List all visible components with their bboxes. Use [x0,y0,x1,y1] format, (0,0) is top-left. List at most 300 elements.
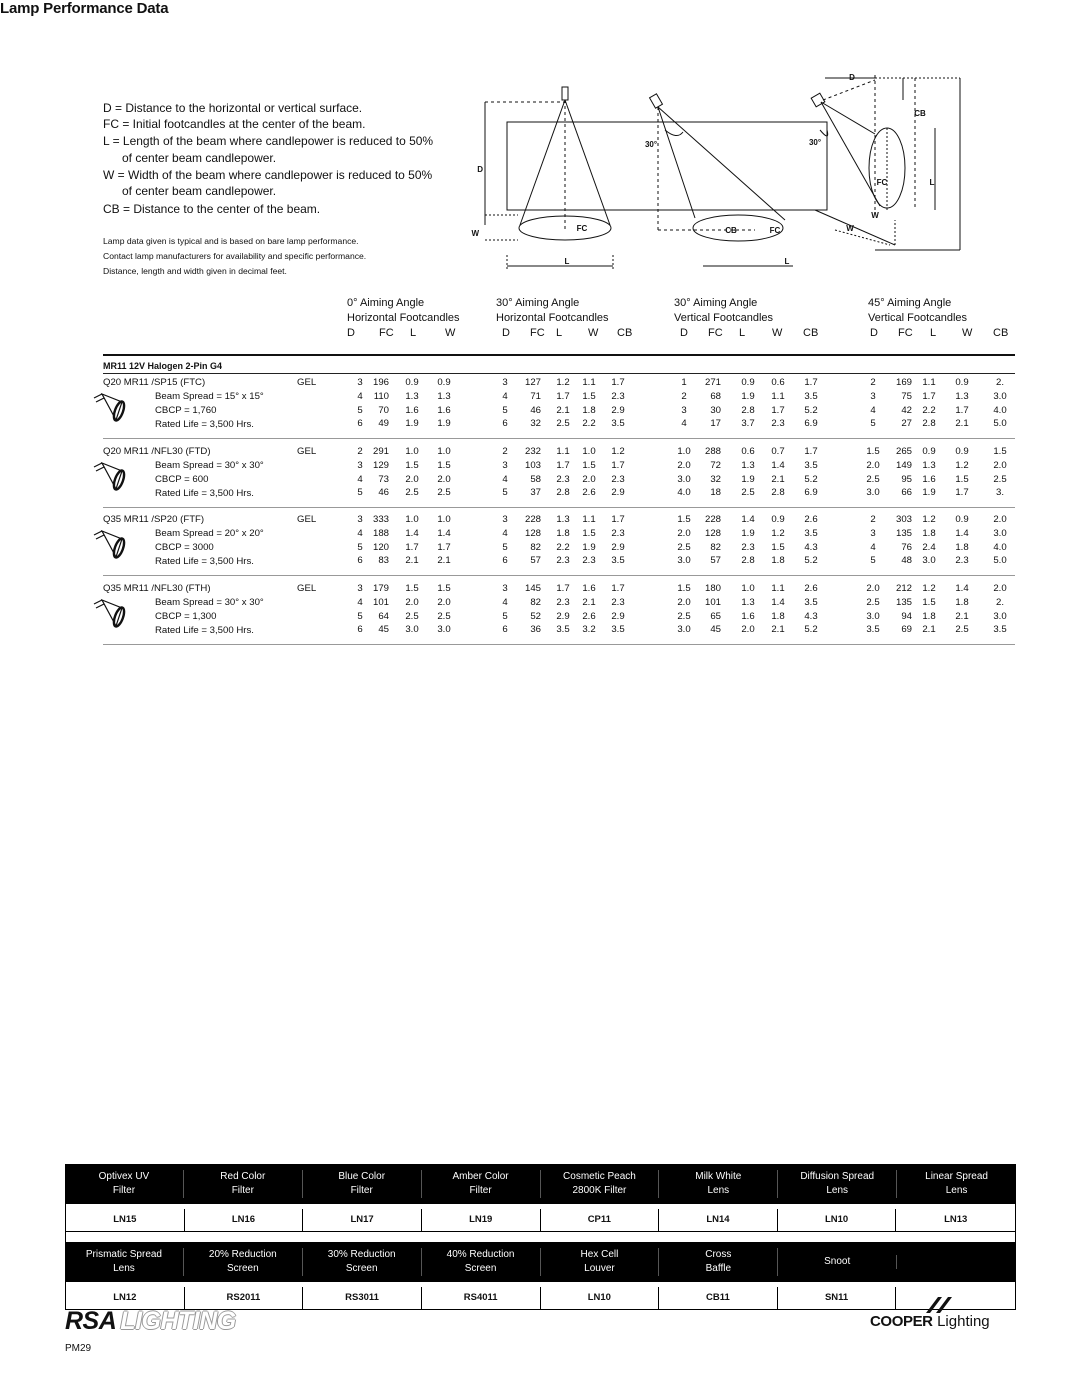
table-cell: 30 [710,404,721,416]
table-cell: 228 [704,514,721,525]
lamp-spec: Beam Spread = 30° x 30° [155,597,264,608]
table-cell: 1.5 [437,583,451,594]
table-cell: 45 [710,624,721,636]
accessory-name [778,1170,897,1198]
table-cell: 4 [357,473,363,485]
lamp-spec: CBCP = 600 [155,473,209,485]
table-cell: 3 [357,583,363,594]
table-cell: 70 [378,404,389,416]
table-cell: 6.9 [804,487,818,499]
lamp-gel: GEL [297,377,317,388]
column-header: FC [898,327,913,339]
column-header: D [680,327,688,339]
table-cell: 1.2 [611,446,625,457]
accessory-name-line1: Snoot [824,1256,851,1267]
table-cell: 2.1 [922,624,936,636]
mr11-lamp-icon [92,390,136,424]
diagram-label-l-2: L [784,257,790,266]
accessory-code: RS2011 [185,1287,304,1309]
table-cell: 1.7 [804,377,818,388]
table-cell: 2.0 [866,459,880,471]
table-cell: 196 [372,377,389,388]
table-cell: 2.9 [556,610,570,622]
table-cell: 2.4 [922,541,936,553]
table-cell: 3.5 [866,624,880,636]
table-cell: 2.5 [556,418,570,430]
table-cell: 1.3 [741,596,755,608]
table-cell: 4 [502,390,508,402]
table-cell: 2.6 [582,487,596,499]
table-cell: 1.8 [556,527,570,539]
table-cell: 2.0 [866,583,880,594]
table-cell: 1.9 [405,418,419,430]
rsa-lighting-logo: RSA LIGHTING [65,1307,236,1335]
mr11-lamp-icon [92,527,136,561]
column-header: D [347,327,355,339]
table-cell: 1.4 [771,459,785,471]
accessory-name-line2: 2800K Filter [572,1185,627,1196]
column-header: L [410,327,417,339]
diagram-label-30-2: 30° [808,138,822,147]
table-cell: 1.0 [741,583,755,594]
table-cell: 2.1 [955,610,969,622]
column-header: W [772,327,783,339]
table-cell: 265 [895,446,912,457]
accessory-name [303,1170,422,1198]
column-header: W [962,327,973,339]
table-cell: 2.5 [866,473,880,485]
table-cell: 1.7 [611,377,625,388]
table-cell: 5 [870,555,876,567]
definition-line: CB = Distance to the center of the beam. [103,202,321,216]
table-cell: 0.9 [955,446,969,457]
lamp-name: Q35 MR11 /NFL30 (FTH) [103,583,211,594]
accessory-name [659,1170,778,1198]
table-cell: 6 [502,624,508,636]
table-cell: 1.5 [437,459,451,471]
accessory-gap [65,1232,1016,1242]
table-cell: 3.5 [993,624,1007,636]
table-cell: 127 [524,377,541,388]
table-cell: 1.6 [741,610,755,622]
table-cell: 228 [524,514,541,525]
table-cell: 4.3 [804,541,818,553]
table-cell: 1.6 [582,583,596,594]
diagram-label-d-2: D [849,73,855,82]
table-cell: 2. [995,596,1004,608]
column-header: L [739,327,746,339]
table-cell: 3.7 [741,418,755,430]
table-cell: 82 [710,541,721,553]
table-cell: 2.1 [405,555,419,567]
table-cell: 2.5 [405,487,419,499]
column-header: CB [617,327,633,339]
table-cell: 180 [704,583,721,594]
accessory-code: LN10 [778,1209,897,1231]
accessory-name-line2: Lens [113,1263,135,1274]
block-rule [103,644,1015,645]
diagram-label-fc: FC [576,224,588,233]
table-cell: 1.9 [741,527,755,539]
table-cell: 5 [357,610,363,622]
accessory-code: LN14 [659,1209,778,1231]
table-cell: 2.5 [955,624,969,636]
table-cell: 1.3 [741,459,755,471]
lamp-name: Q20 MR11 /SP15 (FTC) [103,377,206,388]
table-cell: 1.4 [771,596,785,608]
table-cell: 27 [901,418,912,430]
table-cell: 0.9 [955,377,969,388]
table-cell: 48 [901,555,912,567]
table-cell: 2.6 [804,583,818,594]
lamp-spec: Rated Life = 3,500 Hrs. [155,555,254,567]
accessory-name [659,1248,778,1276]
table-cell: 2.3 [771,418,785,430]
lamp-gel: GEL [297,583,317,594]
diagram-label-d: D [477,165,483,174]
accessory-name [541,1170,660,1198]
table-cell: 3.5 [611,555,625,567]
accessory-code: LN16 [185,1209,304,1231]
table-cell: 291 [372,446,389,457]
table-cell: 1.0 [405,514,419,525]
table-cell: 5 [502,487,508,499]
table-cell: 1.9 [582,541,596,553]
diagram-label-fc-2: FC [769,226,781,235]
table-cell: 288 [704,446,721,457]
accessory-name-line2: Louver [584,1263,615,1274]
table-cell: 3 [502,583,508,594]
table-cell: 4.0 [993,541,1007,553]
column-header: W [588,327,599,339]
definition-line: D = Distance to the horizontal or vertical surface. [103,101,363,115]
table-cell: 5.2 [804,404,818,416]
table-cell: 2.9 [611,487,625,499]
table-cell: 94 [901,610,912,622]
accessory-name [541,1248,660,1276]
diagram-label-30: 30° [644,140,658,149]
table-cell: 128 [524,527,541,539]
table-cell: 1.8 [955,596,969,608]
table-cell: 1.2 [771,527,785,539]
definition-line: FC = Initial footcandles at the center of the beam. [103,117,366,131]
table-cell: 1.8 [582,404,596,416]
table-cell: 2.3 [556,596,570,608]
accessory-code: RS3011 [303,1287,422,1309]
accessory-header-row [65,1164,1016,1204]
table-cell: 5 [502,404,508,416]
table-cell: 2.8 [922,418,936,430]
accessory-name-line1: Hex Cell [580,1249,619,1260]
table-cell: 1.8 [955,541,969,553]
table-cell: 3.0 [866,487,880,499]
lamp-name: Q35 MR11 /SP20 (FTF) [103,514,205,525]
column-header: L [556,327,563,339]
diagram-label-w: W [471,229,479,238]
table-cell: 1.3 [437,390,451,402]
table-cell: 2 [870,377,876,388]
accessory-name-line2: Filter [350,1185,373,1196]
table-cell: 6.9 [804,418,818,430]
table-cell: 3.5 [611,418,625,430]
group-title: 30° Aiming Angle [674,297,758,309]
lamp-spec: Beam Spread = 15° x 15° [155,391,264,402]
header-rule [103,354,1015,356]
table-cell: 2.2 [556,541,570,553]
table-cell: 2.1 [556,404,570,416]
table-cell: 1.3 [556,514,570,525]
table-cell: 4 [870,404,876,416]
table-cell: 3.2 [582,624,596,636]
table-cell: 1.2 [922,514,936,525]
table-cell: 57 [710,555,721,567]
lamp-name: Q20 MR11 /NFL30 (FTD) [103,446,211,457]
table-cell: 4 [357,390,363,402]
table-cell: 2.9 [611,610,625,622]
table-cell: 3 [681,404,687,416]
table-cell: 3.5 [804,390,818,402]
accessory-name-line2: Lens [945,1185,968,1196]
accessory-header-row [65,1242,1016,1282]
table-cell: 303 [895,514,912,525]
table-cell: 179 [372,583,389,594]
table-cell: 69 [901,624,912,636]
accessory-code: LN13 [944,1214,968,1225]
table-cell: 1 [681,377,687,388]
table-cell: 2.5 [677,541,691,553]
table-cell: 4 [357,596,363,608]
table-cell: 2.2 [582,418,596,430]
accessory-name-line2: Baffle [705,1263,731,1274]
table-cell: 110 [373,390,389,402]
table-cell: 2 [357,446,363,457]
table-cell: 3.5 [611,624,625,636]
table-cell: 3 [357,459,363,471]
table-cell: 1.1 [771,583,785,594]
table-cell: 2.6 [582,610,596,622]
table-cell: 2.0 [993,583,1007,594]
lamp-spec: Rated Life = 3,500 Hrs. [155,624,254,636]
table-cell: 18 [710,487,721,499]
accessory-name [65,1170,184,1198]
accessory-name-line1: Milk White [695,1171,742,1182]
accessory-name-line2: Filter [469,1185,492,1196]
table-cell: 3.5 [804,459,818,471]
table-cell: 2.3 [611,596,625,608]
diagram-label-fc-3: FC [876,178,888,187]
table-cell: 4 [357,527,363,539]
diagram-label-w-2: W [871,211,879,220]
table-cell: 1.6 [437,404,451,416]
table-cell: 6 [357,418,363,430]
table-cell: 6 [502,555,508,567]
lamp-gel: GEL [297,514,317,525]
table-cell: 71 [530,390,541,402]
accessory-name [422,1170,541,1198]
table-cell: 1.5 [405,459,419,471]
table-cell: 1.4 [741,514,755,525]
diagram-label-cb-2: CB [914,109,926,118]
table-cell: 5 [870,418,876,430]
diagram-label-cb: CB [725,226,737,235]
beam-diagram [455,70,975,280]
table-cell: 4 [681,418,687,430]
lamp-spec: Beam Spread = 20° x 20° [155,528,264,539]
accessory-name [184,1248,303,1276]
lamp-spec: Rated Life = 3,500 Hrs. [155,487,254,499]
table-cell: 1.5 [677,514,691,525]
accessory-name-line1: Red Color [220,1171,266,1182]
table-cell: 32 [710,473,721,485]
definition-line: of center beam candlepower. [122,184,277,198]
cooper-mark-icon [922,1293,962,1315]
table-cell: 1.5 [582,459,596,471]
table-cell: 1.4 [437,527,451,539]
table-cell: 4 [502,527,508,539]
table-cell: 1.4 [955,583,969,594]
group-subtitle: Horizontal Footcandles [347,312,460,324]
accessory-name-line1: 20% Reduction [208,1249,277,1260]
table-cell: 1.7 [771,404,785,416]
section-title: MR11 12V Halogen 2-Pin G4 [103,361,223,371]
table-cell: 1.1 [582,514,596,525]
diagram-label-l-3: L [929,178,935,187]
table-cell: 17 [710,418,721,430]
accessory-name-line1: Blue Color [338,1171,386,1182]
table-cell: 42 [901,404,912,416]
accessory-code: RS4011 [422,1287,541,1309]
table-cell: 76 [901,541,912,553]
table-cell: 149 [895,459,912,471]
table-cell: 2.0 [677,596,691,608]
table-cell: 2.3 [611,390,625,402]
table-cell: 3 [357,514,363,525]
table-cell: 49 [378,418,389,430]
table-cell: 3.0 [677,555,691,567]
table-cell: 3.0 [866,610,880,622]
accessory-name-line1: Cross [705,1249,732,1260]
table-cell: 2.0 [582,473,596,485]
table-cell: 2.1 [582,596,596,608]
block-rule [103,507,1015,508]
table-cell: 52 [530,610,541,622]
table-cell: 188 [372,527,389,539]
table-cell: 2.5 [437,487,451,499]
table-cell: 1.4 [955,527,969,539]
table-cell: 2.2 [922,404,936,416]
table-cell: 5 [502,610,508,622]
table-cell: 4.3 [804,610,818,622]
table-cell: 1.4 [405,527,419,539]
table-cell: 4 [502,596,508,608]
section-rule [103,373,1015,374]
table-cell: 2.5 [741,487,755,499]
accessory-name-line1: Amber Color [452,1171,509,1182]
accessory-name-line1: 40% Reduction [446,1249,515,1260]
table-cell: 2.5 [405,610,419,622]
accessories-table [65,1164,1016,1310]
table-cell: 4.0 [993,404,1007,416]
table-cell: 73 [378,473,389,485]
table-cell: 75 [901,390,912,402]
table-cell: 1.7 [922,390,936,402]
table-cell: 2.0 [405,473,419,485]
lamp-gel: GEL [297,446,317,457]
table-cell: 135 [895,527,912,539]
table-cell: 0.6 [741,446,755,457]
table-cell: 1.9 [922,487,936,499]
table-cell: 0.9 [741,377,755,388]
table-cell: 2.3 [611,473,625,485]
table-cell: 1.7 [405,541,419,553]
column-header: FC [530,327,545,339]
table-cell: 82 [530,596,541,608]
table-cell: 5 [357,541,363,553]
diagram-label-l: L [564,257,570,266]
table-cell: 169 [895,377,912,388]
table-cell: 72 [710,459,721,471]
table-cell: 5.2 [804,473,818,485]
definition-line: L = Length of the beam where candlepower is reduced to 50% [103,134,434,148]
accessory-name [897,1170,1016,1198]
table-cell: 1.6 [922,473,936,485]
accessory-name-line1: Linear Spread [925,1171,988,1182]
table-cell: 1.5 [405,583,419,594]
accessory-name [65,1248,184,1276]
table-cell: 1.2 [922,583,936,594]
table-cell: 333 [372,514,389,525]
table-cell: 2 [870,514,876,525]
accessory-name-line2: Screen [464,1263,497,1274]
table-cell: 1.8 [922,527,936,539]
table-cell: 0.9 [771,514,785,525]
table-cell: 1.8 [922,610,936,622]
table-cell: 58 [530,473,541,485]
page-title: Lamp Performance Data [0,0,169,17]
table-cell: 1.7 [804,446,818,457]
table-cell: 2.9 [611,541,625,553]
note-line: Contact lamp manufacturers for availability and specific performance. [103,251,367,261]
table-cell: 3 [870,527,876,539]
table-cell: 1.7 [556,390,570,402]
table-cell: 1.7 [611,583,625,594]
table-cell: 1.3 [955,390,969,402]
table-cell: 3.5 [804,596,818,608]
table-cell: 64 [378,610,389,622]
table-cell: 0.9 [922,446,936,457]
table-cell: 2.0 [437,596,451,608]
table-cell: 212 [895,583,912,594]
table-cell: 45 [378,624,389,636]
table-cell: 2.1 [771,473,785,485]
table-cell: 1.5 [993,446,1007,457]
table-cell: 2.0 [677,527,691,539]
accessory-name-line2: Filter [231,1185,254,1196]
block-rule [103,575,1015,576]
accessory-name-line1: Diffusion Spread [800,1171,875,1182]
diagram-label-w-3: W [846,224,854,233]
table-cell: 1.1 [771,390,785,402]
page-number: PM29 [65,1343,92,1354]
table-cell: 82 [530,541,541,553]
table-cell: 1.8 [771,555,785,567]
table-cell: 5 [502,541,508,553]
table-cell: 3.0 [922,555,936,567]
table-cell: 0.6 [771,377,785,388]
table-cell: 2.0 [993,459,1007,471]
accessory-code: LN17 [303,1209,422,1231]
table-cell: 1.7 [611,459,625,471]
